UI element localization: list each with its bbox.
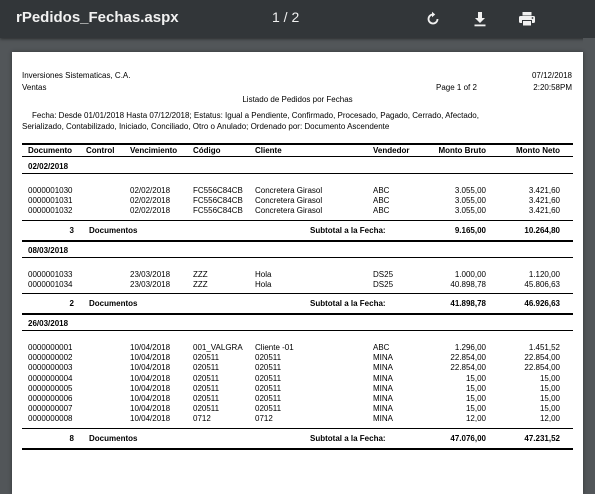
row-documento: 0000001034	[28, 279, 73, 289]
row-monto-bruto: 40.898,78	[450, 279, 486, 289]
viewer-scrollbar[interactable]	[583, 38, 595, 494]
pdf-toolbar	[0, 0, 595, 38]
row-vencimiento: 10/04/2018	[130, 353, 171, 363]
row-monto-neto: 15,00	[539, 394, 560, 403]
row-documento: 0000001031	[28, 196, 73, 206]
subtotal-count: 3	[69, 225, 74, 235]
row-vendedor: MINA	[373, 383, 393, 393]
col-monto-bruto: Monto Bruto	[438, 146, 486, 155]
row-vendedor: MINA	[373, 373, 393, 383]
col-cliente: Cliente	[255, 146, 282, 155]
report-title: Listado de Pedidos por Fechas	[242, 95, 353, 104]
row-monto-bruto: 15,00	[465, 394, 486, 403]
row-vendedor: ABC	[373, 206, 390, 216]
subtotal-monto-neto: 47.231,52	[524, 433, 560, 443]
document-title: rPedidos_Fechas.aspx	[16, 9, 179, 26]
download-icon	[472, 11, 488, 27]
row-cliente: Hola	[255, 279, 272, 289]
row-cliente: 020511	[255, 404, 282, 414]
row-cliente: 020511	[255, 383, 282, 393]
subtotal-documents-label: Documentos	[89, 433, 138, 443]
row-vendedor: DS25	[373, 269, 394, 279]
subtotal-count: 2	[69, 299, 74, 308]
row-cliente: Concretera Girasol	[255, 196, 323, 206]
row-monto-neto: 22.854,00	[524, 353, 560, 363]
row-monto-neto: 15,00	[539, 404, 560, 414]
row-cliente: 020511	[255, 373, 282, 383]
group-date: 02/02/2018	[28, 162, 69, 171]
row-documento: 0000000002	[28, 353, 73, 363]
rotate-button[interactable]	[420, 6, 446, 32]
row-vencimiento: 02/02/2018	[130, 206, 171, 216]
row-vendedor: MINA	[373, 353, 393, 363]
row-monto-neto: 3.421,60	[528, 186, 560, 195]
group-end-rule	[22, 448, 573, 450]
row-documento: 0000001033	[28, 269, 73, 279]
row-vendedor: ABC	[373, 196, 390, 206]
filter-line-2: Serializado, Contabilizado, Iniciado, Conciliado, Otro o Anulado; Ordenado por: Documento Ascendente	[22, 122, 390, 131]
row-monto-neto: 12,00	[539, 414, 560, 424]
subtotal-top-rule	[22, 428, 573, 429]
row-cliente: 020511	[255, 394, 282, 403]
subtotal-label: Subtotal a la Fecha:	[310, 299, 386, 308]
row-monto-bruto: 22.854,00	[450, 353, 486, 363]
print-button[interactable]	[514, 6, 540, 32]
row-vencimiento: 10/04/2018	[130, 404, 171, 414]
row-codigo: 020511	[193, 363, 220, 373]
row-monto-neto: 3.421,60	[528, 206, 560, 216]
subtotal-documents-label: Documentos	[89, 299, 138, 308]
row-vendedor: MINA	[373, 394, 393, 403]
page-label: Page 1 of 2	[436, 83, 477, 92]
row-codigo: 020511	[193, 394, 220, 403]
row-monto-neto: 22.854,00	[524, 363, 560, 373]
row-codigo: FC556C84CB	[193, 196, 243, 206]
header-top-rule	[22, 143, 573, 145]
subtotal-label: Subtotal a la Fecha:	[310, 433, 386, 443]
row-codigo: ZZZ	[193, 279, 208, 289]
row-monto-bruto: 3.055,00	[454, 196, 486, 206]
row-documento: 0000001030	[28, 186, 73, 195]
row-codigo: 001_VALGRA	[193, 343, 243, 352]
row-vencimiento: 10/04/2018	[130, 414, 171, 424]
download-button[interactable]	[467, 6, 493, 32]
col-monto-neto: Monto Neto	[516, 146, 560, 155]
report-time: 2:20:58PM	[533, 83, 572, 92]
company-name: Inversiones Sistematicas, C.A.	[22, 71, 131, 80]
subtotal-monto-bruto: 41.898,78	[450, 299, 486, 308]
row-vencimiento: 10/04/2018	[130, 383, 171, 393]
group-end-rule	[22, 313, 573, 315]
row-vencimiento: 10/04/2018	[130, 394, 171, 403]
row-vencimiento: 10/04/2018	[130, 373, 171, 383]
row-documento: 0000000006	[28, 394, 73, 403]
row-monto-neto: 45.806,63	[524, 279, 560, 289]
row-documento: 0000000005	[28, 383, 73, 393]
print-icon	[518, 11, 536, 27]
group-date: 26/03/2018	[28, 319, 69, 328]
row-codigo: 020511	[193, 383, 220, 393]
row-vendedor: MINA	[373, 404, 393, 414]
row-vencimiento: 23/03/2018	[130, 279, 171, 289]
row-cliente: Hola	[255, 269, 272, 279]
subtotal-count: 8	[69, 433, 74, 443]
subtotal-label: Subtotal a la Fecha:	[310, 225, 386, 235]
row-vencimiento: 10/04/2018	[130, 343, 171, 352]
row-monto-bruto: 15,00	[465, 404, 486, 414]
col-control: Control	[86, 146, 115, 155]
row-monto-bruto: 1.000,00	[454, 269, 486, 279]
row-codigo: FC556C84CB	[193, 206, 243, 216]
row-monto-bruto: 15,00	[465, 383, 486, 393]
subtotal-top-rule	[22, 220, 573, 221]
row-vendedor: MINA	[373, 414, 393, 424]
row-monto-bruto: 3.055,00	[454, 206, 486, 216]
row-cliente: Concretera Girasol	[255, 186, 323, 195]
group-date-rule	[22, 330, 573, 331]
subtotal-monto-bruto: 47.076,00	[450, 433, 486, 443]
row-monto-bruto: 22.854,00	[450, 363, 486, 373]
row-vendedor: MINA	[373, 363, 393, 373]
row-monto-bruto: 15,00	[465, 373, 486, 383]
subtotal-top-rule	[22, 293, 573, 294]
row-documento: 0000000001	[28, 343, 73, 352]
row-vencimiento: 02/02/2018	[130, 196, 171, 206]
row-cliente: 020511	[255, 363, 282, 373]
row-codigo: ZZZ	[193, 269, 208, 279]
row-cliente: 0712	[255, 414, 273, 424]
row-codigo: FC556C84CB	[193, 186, 243, 195]
row-monto-neto: 1.451,52	[528, 343, 560, 352]
rotate-icon	[425, 11, 441, 27]
row-documento: 0000000003	[28, 363, 73, 373]
row-vencimiento: 23/03/2018	[130, 269, 171, 279]
filter-line-1: Fecha: Desde 01/01/2018 Hasta 07/12/2018; Estatus: Igual a Pendiente, Confirmado, Procesado, Pagado, Cerrado, Afectado,	[32, 111, 479, 120]
group-date-rule	[22, 173, 573, 174]
row-cliente: Cliente -01	[255, 343, 294, 352]
row-vendedor: ABC	[373, 186, 390, 195]
row-monto-neto: 15,00	[539, 383, 560, 393]
col-codigo: Código	[193, 146, 221, 155]
page-indicator: 1 / 2	[272, 9, 300, 25]
row-documento: 0000001032	[28, 206, 73, 216]
row-monto-neto: 3.421,60	[528, 196, 560, 206]
group-end-rule	[22, 240, 573, 242]
row-cliente: Concretera Girasol	[255, 206, 323, 216]
row-monto-bruto: 12,00	[465, 414, 486, 424]
subtotal-monto-neto: 10.264,80	[524, 225, 560, 235]
row-documento: 0000000004	[28, 373, 73, 383]
col-vencimiento: Vencimiento	[130, 146, 178, 155]
row-vendedor: DS25	[373, 279, 394, 289]
row-monto-neto: 15,00	[539, 373, 560, 383]
group-date: 08/03/2018	[28, 245, 69, 255]
row-codigo: 020511	[193, 353, 220, 363]
row-vencimiento: 02/02/2018	[130, 186, 171, 195]
row-vencimiento: 10/04/2018	[130, 363, 171, 373]
row-codigo: 0712	[193, 414, 211, 424]
subtotal-monto-neto: 46.926,63	[524, 299, 560, 308]
row-documento: 0000000008	[28, 414, 73, 424]
row-codigo: 020511	[193, 404, 220, 414]
group-date-rule	[22, 257, 573, 258]
report-date: 07/12/2018	[531, 71, 572, 80]
row-monto-neto: 1.120,00	[528, 269, 560, 279]
department-name: Ventas	[22, 83, 47, 92]
row-monto-bruto: 1.296,00	[454, 343, 486, 352]
row-monto-bruto: 3.055,00	[454, 186, 486, 195]
subtotal-monto-bruto: 9.165,00	[454, 225, 486, 235]
row-cliente: 020511	[255, 353, 282, 363]
header-bottom-rule	[22, 156, 573, 157]
row-vendedor: ABC	[373, 343, 390, 352]
subtotal-documents-label: Documentos	[89, 225, 138, 235]
row-codigo: 020511	[193, 373, 220, 383]
report-page	[12, 52, 583, 494]
row-documento: 0000000007	[28, 404, 73, 414]
col-vendedor: Vendedor	[373, 146, 410, 155]
col-documento: Documento	[28, 146, 72, 155]
